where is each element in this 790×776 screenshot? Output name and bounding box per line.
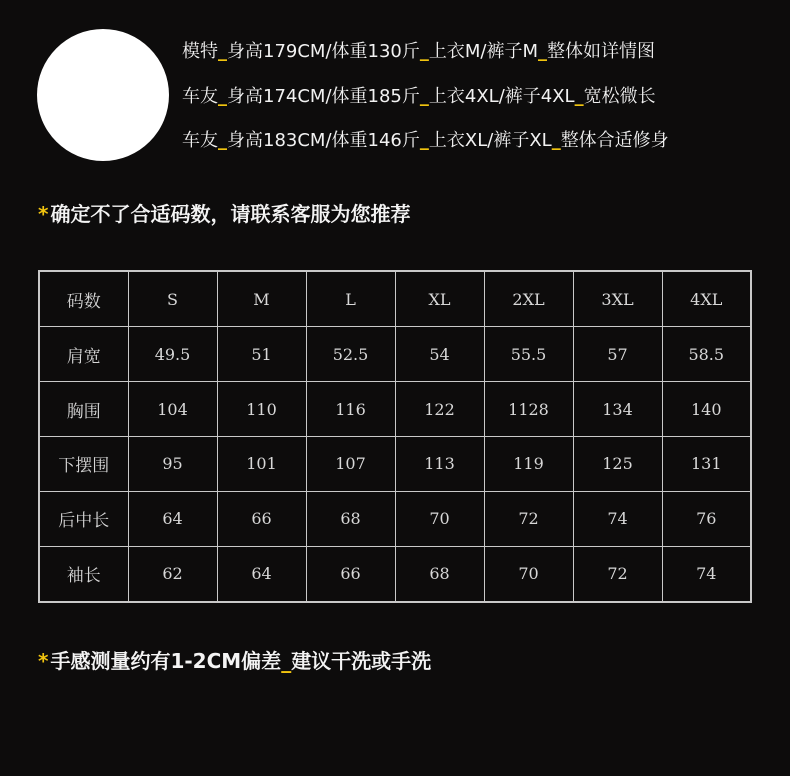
table-cell: 66 [217, 491, 306, 546]
table-cell: 62 [128, 546, 217, 602]
size-advice-note [38, 198, 410, 227]
table-cell: 116 [306, 382, 395, 437]
table-cell: 70 [484, 546, 573, 602]
table-header-label: 码数 [39, 271, 128, 327]
table-cell: 104 [128, 382, 217, 437]
star-icon: * [38, 202, 49, 226]
model-sizes: 上衣M/裤子M [428, 41, 539, 62]
model-fit: 宽松微长 [583, 85, 656, 107]
separator: _ [551, 130, 561, 151]
table-cell: 125 [573, 436, 662, 491]
measurement-label: 胸围 [39, 382, 128, 437]
table-cell: 95 [128, 436, 217, 491]
table-cell: 134 [573, 382, 662, 437]
model-row [182, 30, 669, 75]
size-header-cell: L [306, 271, 395, 327]
size-header-cell: 2XL [484, 271, 573, 327]
table-cell: 66 [306, 546, 395, 602]
separator: _ [218, 85, 227, 107]
table-row [39, 327, 751, 382]
table-header-row [39, 271, 751, 327]
avatar-placeholder [37, 29, 169, 161]
star-icon: * [38, 649, 49, 673]
table-row [39, 436, 751, 491]
separator: _ [218, 130, 227, 151]
table-cell: 68 [395, 546, 484, 602]
table-row [39, 546, 751, 602]
table-cell: 72 [484, 491, 573, 546]
separator: _ [419, 85, 429, 107]
model-role: 车友 [182, 85, 218, 107]
measurement-label: 肩宽 [39, 327, 128, 382]
table-cell: 110 [217, 382, 306, 437]
table-cell: 119 [484, 436, 573, 491]
table-cell: 64 [217, 546, 306, 602]
table-cell: 76 [662, 491, 751, 546]
table-cell: 58.5 [662, 327, 751, 382]
measurement-label: 下摆围 [39, 436, 128, 491]
model-role: 车友 [182, 130, 218, 151]
size-header-cell: M [217, 271, 306, 327]
table-cell: 101 [217, 436, 306, 491]
measure-error-text: 手感测量约有1-2CM偏差 [50, 649, 282, 673]
model-row [182, 119, 669, 164]
measurement-label: 后中长 [39, 491, 128, 546]
table-cell: 113 [395, 436, 484, 491]
care-note [38, 645, 431, 674]
separator: _ [574, 85, 584, 107]
model-stats: 身高174CM/体重185斤 [227, 85, 420, 107]
table-cell: 131 [662, 436, 751, 491]
model-stats: 身高183CM/体重146斤 [227, 130, 420, 151]
size-header-cell: 3XL [573, 271, 662, 327]
model-fit: 整体合适修身 [560, 130, 669, 151]
table-cell: 72 [573, 546, 662, 602]
size-chart-table [38, 270, 752, 603]
measurement-label: 袖长 [39, 546, 128, 602]
table-cell: 57 [573, 327, 662, 382]
table-cell: 122 [395, 382, 484, 437]
table-cell: 74 [573, 491, 662, 546]
model-info [182, 30, 669, 164]
table-cell: 1128 [484, 382, 573, 437]
model-stats: 身高179CM/体重130斤 [227, 41, 420, 62]
table-cell: 70 [395, 491, 484, 546]
model-fit: 整体如详情图 [547, 41, 656, 62]
table-cell: 49.5 [128, 327, 217, 382]
size-header-cell: XL [395, 271, 484, 327]
separator: _ [419, 130, 429, 151]
table-cell: 55.5 [484, 327, 573, 382]
table-row [39, 382, 751, 437]
table-cell: 74 [662, 546, 751, 602]
separator: _ [281, 649, 292, 673]
table-cell: 51 [217, 327, 306, 382]
model-row [182, 75, 669, 120]
size-header-cell: S [128, 271, 217, 327]
separator: _ [218, 41, 227, 62]
table-cell: 68 [306, 491, 395, 546]
table-cell: 140 [662, 382, 751, 437]
table-cell: 107 [306, 436, 395, 491]
size-header-cell: 4XL [662, 271, 751, 327]
separator: _ [419, 41, 429, 62]
size-advice-text: 确定不了合适码数，请联系客服为您推荐 [50, 202, 411, 226]
model-role: 模特 [182, 41, 218, 62]
table-cell: 52.5 [306, 327, 395, 382]
table-cell: 64 [128, 491, 217, 546]
separator: _ [538, 41, 548, 62]
model-sizes: 上衣XL/裤子XL [428, 130, 552, 151]
model-sizes: 上衣4XL/裤子4XL [428, 85, 575, 107]
wash-advice-text: 建议干洗或手洗 [291, 649, 432, 673]
table-row [39, 491, 751, 546]
table-cell: 54 [395, 327, 484, 382]
